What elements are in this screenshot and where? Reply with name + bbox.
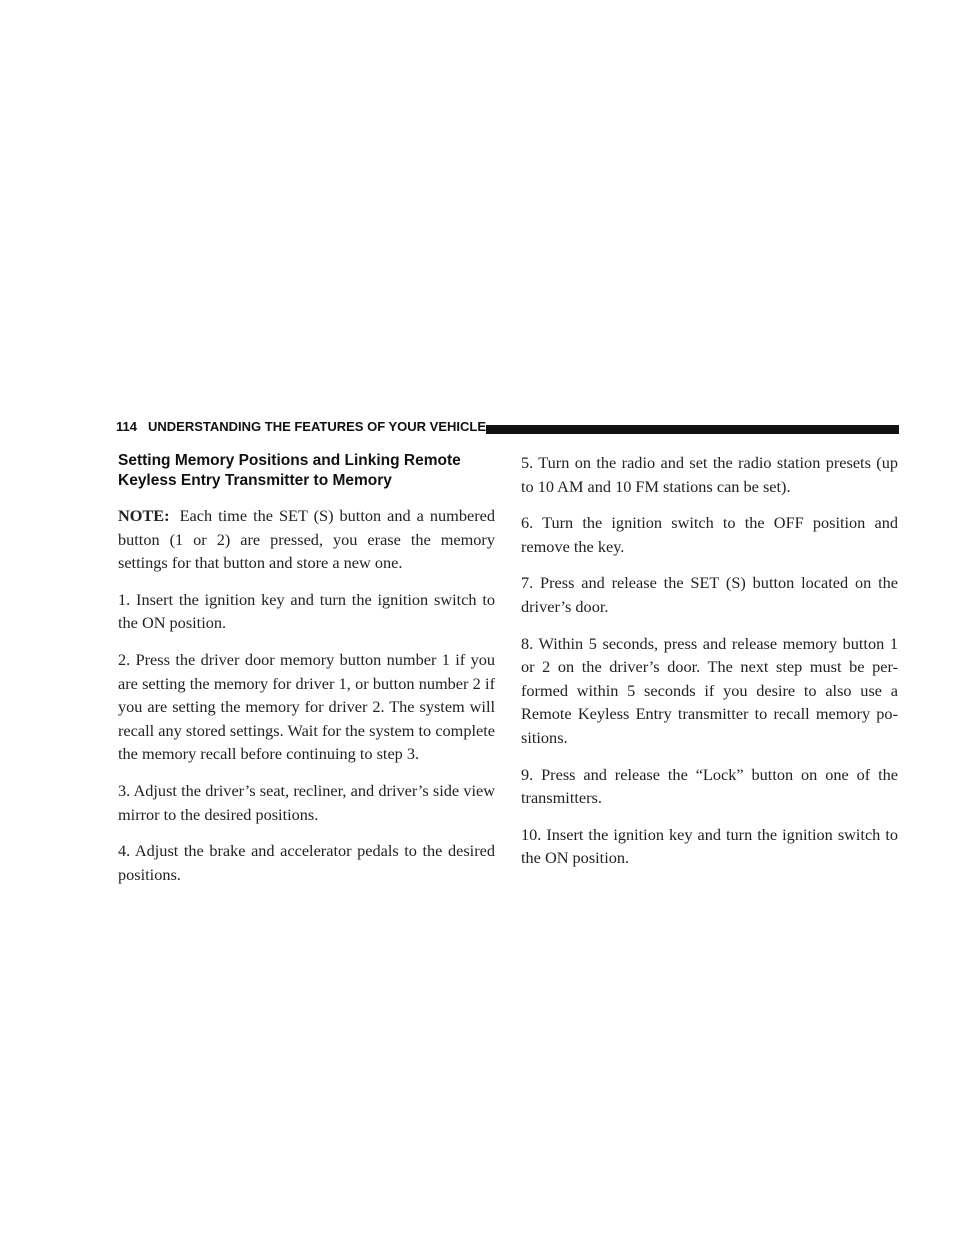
step-9: 9. Press and release the “Lock” button on one of the transmitters. [521,764,898,808]
step-5: 5. Turn on the radio and set the radio station presets (up to 10 AM and 10 FM stations can be set). [521,453,898,496]
step-6: 6. Turn the ignition switch to the OFF position and remove the key. [521,513,898,556]
note-text: Each time the SET (S) button and a numbered button (1 or 2) are pressed, you erase the memory settings for that button and store a new one. [118,506,495,573]
page-number: 114 [116,419,137,434]
step-7: 7. Press and release the SET (S) button located on the driver’s door. [521,573,898,616]
step-10: 10. Insert the ignition key and turn the ignition switch to the ON position. [521,824,898,868]
running-head: UNDERSTANDING THE FEATURES OF YOUR VEHICLE [148,419,487,434]
note-label: NOTE: [118,506,170,525]
section-title-line-1: Setting Memory Positions and Linking Remote [118,452,461,469]
step-2: 2. Press the driver door memory button number 1 if you are setting the memory for driver 1, or button number 2 if you are setting the memory for driver 2. The system will recall any stored settings. Wait for the system to complete the memory recall before continuing to step 3. [118,649,495,764]
step-8: 8. Within 5 seconds, press and release memory button 1 or 2 on the driver’s door. The next step must be per-formed within 5 seconds if you desire to also use a Remote Keyless Entry transmitter to recall memory po-sitions. [521,633,898,747]
left-column [118,451,495,899]
section-title [118,451,495,491]
step-1: 1. Insert the ignition key and turn the ignition switch to the ON position. [118,589,495,633]
section-title-line-2: Keyless Entry Transmitter to Memory [118,472,392,489]
step-4: 4. Adjust the brake and accelerator pedals to the desired positions. [118,841,495,884]
right-column [521,451,898,883]
note-paragraph [118,504,495,575]
step-3: 3. Adjust the driver’s seat, recliner, and driver’s side view mirror to the desired positions. [118,780,495,824]
page-header [116,416,899,440]
header-rule-bar [486,425,899,434]
